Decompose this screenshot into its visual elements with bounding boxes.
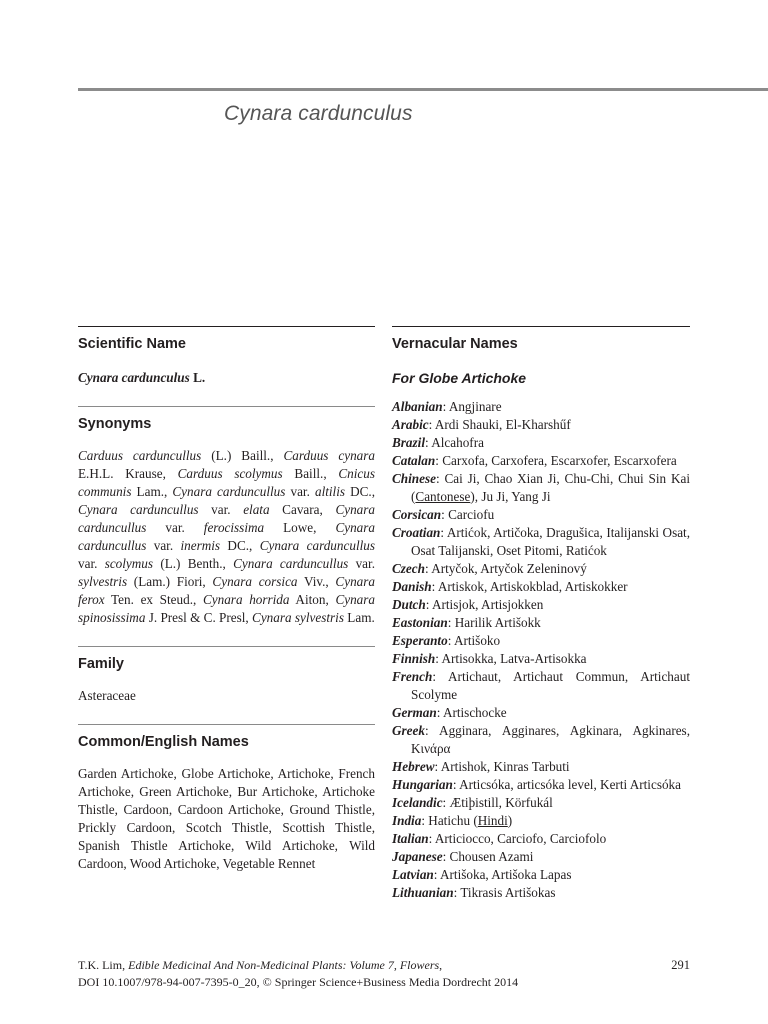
vernacular-names: Artyčok, Artyčok Zeleninový bbox=[431, 561, 587, 576]
vernacular-entry: Esperanto: Artišoko bbox=[392, 633, 501, 648]
vernacular-entry: Italian: Articiocco, Carciofo, Carciofolo bbox=[392, 831, 607, 846]
vernacular-language: Danish bbox=[392, 579, 432, 594]
vernacular-dialect: Hindi bbox=[477, 813, 508, 828]
section-rule bbox=[78, 724, 375, 725]
vernacular-entry: Hungarian: Articsóka, articsóka level, Kerti Articsóka bbox=[392, 777, 681, 792]
vernacular-language: Catalan bbox=[392, 453, 436, 468]
vernacular-entry: Corsican: Carciofu bbox=[392, 507, 495, 522]
vernacular-dialect: Cantonese bbox=[415, 489, 471, 504]
scientific-name-author: L. bbox=[193, 370, 206, 385]
vernacular-names: Carxofa, Carxofera, Escarxofer, Escarxofera bbox=[442, 453, 677, 468]
vernacular-language: Esperanto bbox=[392, 633, 448, 648]
footer-author: T.K. Lim, bbox=[78, 958, 129, 972]
vernacular-entry: Brazil: Alcahofra bbox=[392, 435, 484, 450]
vernacular-language: Italian bbox=[392, 831, 429, 846]
vernacular-language: Hungarian bbox=[392, 777, 453, 792]
scientific-name-heading: Scientific Name bbox=[78, 336, 186, 352]
vernacular-entry: French: Artichaut, Artichaut Commun, Artichaut Scolyme bbox=[392, 669, 690, 702]
vernacular-names-heading: Vernacular Names bbox=[392, 336, 518, 352]
vernacular-language: German bbox=[392, 705, 437, 720]
chapter-title: Cynara cardunculus bbox=[224, 102, 413, 125]
vernacular-language: French bbox=[392, 669, 433, 684]
vernacular-names: Articiocco, Carciofo, Carciofolo bbox=[434, 831, 607, 846]
vernacular-names: Articsóka, articsóka level, Kerti Articsóka bbox=[459, 777, 681, 792]
vernacular-language: Chinese bbox=[392, 471, 436, 486]
vernacular-names: Ardi Shauki, El-Kharshűf bbox=[434, 417, 571, 432]
vernacular-names: Harilik Artišokk bbox=[454, 615, 541, 630]
vernacular-entry: India: Hatichu (Hindi) bbox=[392, 813, 513, 828]
vernacular-language: Japanese bbox=[392, 849, 443, 864]
page-number: 291 bbox=[671, 958, 690, 972]
vernacular-entry: Japanese: Chousen Azami bbox=[392, 849, 534, 864]
vernacular-language: Czech bbox=[392, 561, 425, 576]
vernacular-names: Carciofu bbox=[448, 507, 495, 522]
vernacular-entry: Latvian: Artišoka, Artišoka Lapas bbox=[392, 867, 572, 882]
vernacular-entry: Finnish: Artisokka, Latva-Artisokka bbox=[392, 651, 587, 666]
footer-punct: , bbox=[439, 958, 443, 972]
scientific-name bbox=[78, 369, 375, 387]
family-text: Asteraceae bbox=[78, 688, 136, 703]
section-rule bbox=[78, 326, 375, 327]
footer-book-title: Edible Medicinal And Non-Medicinal Plants: Volume 7, Flowers bbox=[128, 958, 440, 972]
section-rule bbox=[78, 406, 375, 407]
vernacular-names: Artišoko bbox=[453, 633, 501, 648]
vernacular-names: Artiskok, Artiskokblad, Artiskokker bbox=[437, 579, 628, 594]
vernacular-names: Ætiþistill, Körfukál bbox=[449, 795, 553, 810]
top-rule bbox=[78, 88, 768, 91]
vernacular-entry: Greek: Agginara, Agginares, Agkinara, Agkinares, Κινάρα bbox=[392, 723, 690, 756]
vernacular-names: Artischocke bbox=[442, 705, 507, 720]
vernacular-names: Agginara, Agginares, Agkinara, Agkinares, Κινάρα bbox=[411, 723, 690, 756]
vernacular-language: India bbox=[392, 813, 422, 828]
vernacular-language: Arabic bbox=[392, 417, 429, 432]
footer-citation bbox=[78, 957, 518, 991]
vernacular-entry: Catalan: Carxofa, Carxofera, Escarxofer, Escarxofera bbox=[392, 453, 677, 468]
vernacular-names: Artićok, Artičoka, Dragušica, Italijanski Osat, Osat Talijanski, Oset Pitomi, Ratićok bbox=[411, 525, 691, 558]
vernacular-names: Artisokka, Latva-Artisokka bbox=[441, 651, 587, 666]
vernacular-entry: Danish: Artiskok, Artiskokblad, Artiskokker bbox=[392, 579, 628, 594]
vernacular-entry: Lithuanian: Tikrasis Artišokas bbox=[392, 885, 556, 900]
vernacular-language: Albanian bbox=[392, 399, 443, 414]
family-heading: Family bbox=[78, 656, 124, 672]
vernacular-entry: Hebrew: Artishok, Kinras Tarbuti bbox=[392, 759, 570, 774]
vernacular-subheading: For Globe Artichoke bbox=[392, 370, 527, 386]
vernacular-entry: Arabic: Ardi Shauki, El-Kharshűf bbox=[392, 417, 571, 432]
vernacular-language: Hebrew bbox=[392, 759, 435, 774]
vernacular-names: Artišoka, Artišoka Lapas bbox=[440, 867, 572, 882]
vernacular-language: Finnish bbox=[392, 651, 436, 666]
vernacular-language: Greek bbox=[392, 723, 425, 738]
vernacular-list bbox=[392, 398, 690, 902]
vernacular-language: Brazil bbox=[392, 435, 425, 450]
section-rule bbox=[392, 326, 690, 327]
footer-doi: DOI 10.1007/978-94-007-7395-0_20, © Springer Science+Business Media Dordrecht 2014 bbox=[78, 975, 519, 989]
vernacular-language: Dutch bbox=[392, 597, 426, 612]
vernacular-language: Eastonian bbox=[392, 615, 448, 630]
vernacular-entry: Albanian: Angjinare bbox=[392, 399, 502, 414]
left-column bbox=[78, 326, 375, 873]
vernacular-names: Artichaut, Artichaut Commun, Artichaut Scolyme bbox=[411, 669, 690, 702]
vernacular-entry: Dutch: Artisjok, Artisjokken bbox=[392, 597, 544, 612]
vernacular-language: Icelandic bbox=[392, 795, 443, 810]
vernacular-entry: Icelandic: Ætiþistill, Körfukál bbox=[392, 795, 553, 810]
vernacular-entry: Czech: Artyčok, Artyčok Zeleninový bbox=[392, 561, 587, 576]
vernacular-entry: Chinese: Cai Ji, Chao Xian Ji, Chu-Chi, Chui Sin Kai (Cantonese), Ju Ji, Yang Ji bbox=[392, 471, 690, 504]
common-names-text: Garden Artichoke, Globe Artichoke, Artichoke, French Artichoke, Green Artichoke, Bur Artichoke, Artichoke Thistle, Cardoon, Cardoon Artichoke, Ground Thistle, Prickly Cardoon, Scotch Thistle, Scottish Thistle, Spanish Thistle Artichoke, Wild Artichoke, Wild Cardoon, Wood Artichoke, Vegetable Rennet bbox=[78, 766, 375, 871]
vernacular-language: Corsican bbox=[392, 507, 442, 522]
vernacular-names: Angjinare bbox=[448, 399, 502, 414]
vernacular-names: Alcahofra bbox=[431, 435, 484, 450]
common-names-heading: Common/English Names bbox=[78, 734, 249, 750]
vernacular-language: Latvian bbox=[392, 867, 434, 882]
vernacular-language: Croatian bbox=[392, 525, 441, 540]
synonyms-text: Carduus carduncullus (L.) Baill., Carduus cynara E.H.L. Krause, Carduus scolymus Baill., Cnicus communis Lam., Cynara carduncullus var. altilis DC., Cynara carduncullus var. elata Cavara, Cynara carduncullus var. ferocissima Lowe, Cynara carduncullus var. inermis DC., Cynara carduncullus var. scolymus (L.) Benth., Cynara carduncullus var. sylvestris (Lam.) Fiori, Cynara corsica Viv., Cynara ferox Ten. ex Steud., Cynara horrida Aiton, Cynara spinosissima J. Presl & C. Presl, Cynara sylvestris Lam. bbox=[78, 448, 376, 625]
vernacular-language: Lithuanian bbox=[392, 885, 454, 900]
vernacular-names: Artisjok, Artisjokken bbox=[431, 597, 544, 612]
vernacular-entry: Eastonian: Harilik Artišokk bbox=[392, 615, 541, 630]
vernacular-names: Tikrasis Artišokas bbox=[460, 885, 556, 900]
vernacular-entry: Croatian: Artićok, Artičoka, Dragušica, Italijanski Osat, Osat Talijanski, Oset Pitomi, Ratićok bbox=[392, 525, 691, 558]
vernacular-names: Chousen Azami bbox=[449, 849, 534, 864]
section-rule bbox=[78, 646, 375, 647]
vernacular-names: Artishok, Kinras Tarbuti bbox=[440, 759, 570, 774]
right-column bbox=[392, 326, 690, 902]
footer-line-1 bbox=[78, 957, 518, 974]
vernacular-entry: German: Artischocke bbox=[392, 705, 507, 720]
synonyms-heading: Synonyms bbox=[78, 416, 152, 432]
scientific-name-binomial: Cynara cardunculus bbox=[78, 370, 190, 385]
